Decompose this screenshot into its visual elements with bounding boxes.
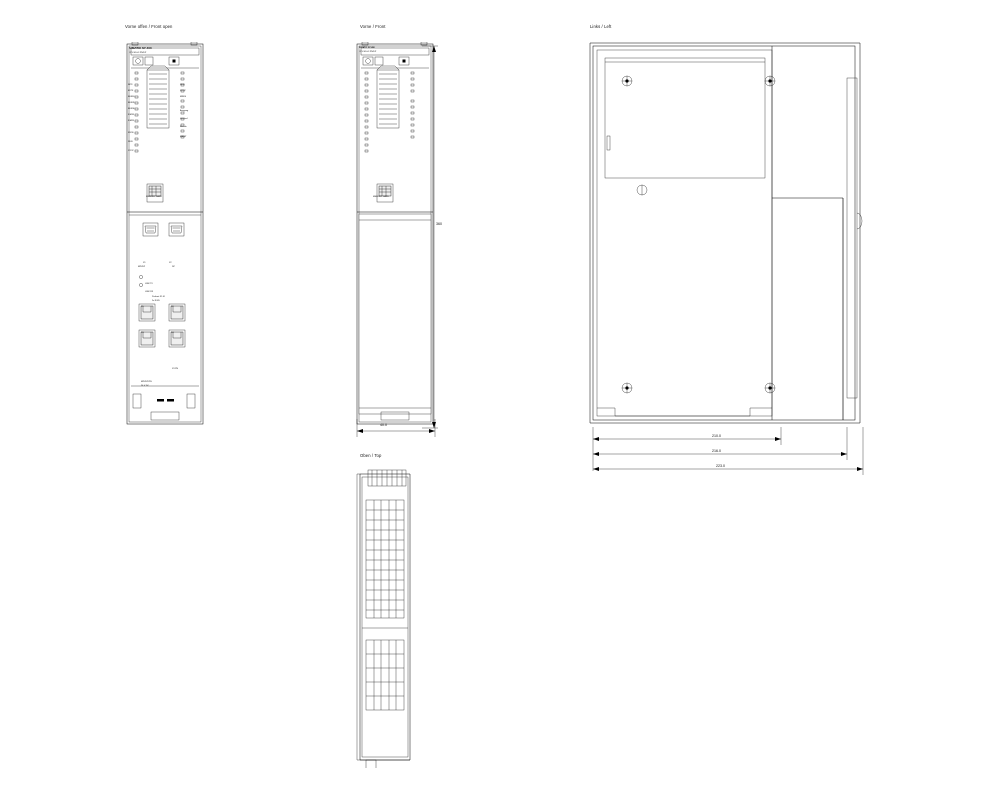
label-ausgang: Ausgang <box>180 110 189 112</box>
front-memory-card-label: MEMORY CARD <box>373 196 389 198</box>
led-label-stop: STOP <box>128 150 134 152</box>
connector-label-x1: X1 <box>143 262 146 264</box>
bottom-label-supply: 24 V DC <box>141 385 149 387</box>
module-title-label: CPU 414-3 PN/DP <box>129 52 147 54</box>
connector-label-x2: X2 <box>169 262 172 264</box>
front-width-dimension <box>350 415 450 445</box>
led-label-extf: EXTF <box>128 90 134 92</box>
label-leerlauf: Leerlauf <box>180 118 188 120</box>
label-x3-pn: X3 PN <box>172 368 179 370</box>
led-label-bus2f: BUS2F <box>128 102 135 104</box>
top-view <box>348 468 458 768</box>
switch-label-run: RUN <box>180 84 185 86</box>
led-label-link-tx: LINK TX <box>145 283 153 285</box>
label-betrieb: Betrieb <box>180 126 187 128</box>
port-label-p2: P2 <box>171 306 174 308</box>
dimension-depth-2: 216.0 <box>712 449 721 453</box>
dimension-depth-1: 210.0 <box>712 434 721 438</box>
port-label-p3: P3 <box>141 332 144 334</box>
switch-label-mres: MRES <box>180 96 187 98</box>
port-label-p4: P4 <box>171 332 174 334</box>
dimension-height-front: 360 <box>436 222 442 226</box>
port-group-sub: 2x RJ45 <box>152 300 160 302</box>
view-label-top: Oben / Top <box>360 453 382 458</box>
led-label-run: RUN <box>128 141 133 143</box>
dimension-depth-3: 223.0 <box>716 464 725 468</box>
connector-label-mpidp: MPI/DP <box>138 266 146 268</box>
port-group-label: Profinet X5 IO <box>152 296 166 298</box>
front-module-title-label: CPU 414-3 PN/DP <box>359 51 377 53</box>
view-label-left: Links / Left <box>590 24 612 29</box>
led-label-frce: FRCE <box>128 132 134 134</box>
led-label-ifm1f: IFM1F <box>128 114 135 116</box>
front-height-dimension <box>420 38 490 438</box>
switch-label-stop: STOP <box>180 90 186 92</box>
memory-card-label: MEMORY CARD <box>146 196 162 198</box>
bottom-label-mpidp: MPI/DP/PN <box>141 381 152 383</box>
module-type-label: SIMATIC S7-400 <box>129 46 152 50</box>
led-label-bus5f: BUS5F <box>128 108 135 110</box>
port-label-p1: P1 <box>141 306 144 308</box>
front-open-view <box>125 42 235 432</box>
led-label-bus1f: BUS1F <box>128 96 135 98</box>
connector-label-dp: DP <box>172 266 175 268</box>
left-view <box>585 38 875 428</box>
label-maint: MAINT <box>180 136 187 138</box>
left-depth-dimensions <box>585 425 885 485</box>
view-label-front-open: Vorne offen / Front open <box>125 24 173 29</box>
led-label-ifm2f: IFM2F <box>128 120 135 122</box>
led-label-intf: INTF <box>128 84 133 86</box>
dimension-width-front: 40.0 <box>380 423 387 427</box>
front-module-type-label: SIMATIC S7-400 <box>359 47 375 49</box>
led-label-link-rx: LINK RX <box>145 291 154 293</box>
view-label-front: Vorne / Front <box>360 24 386 29</box>
